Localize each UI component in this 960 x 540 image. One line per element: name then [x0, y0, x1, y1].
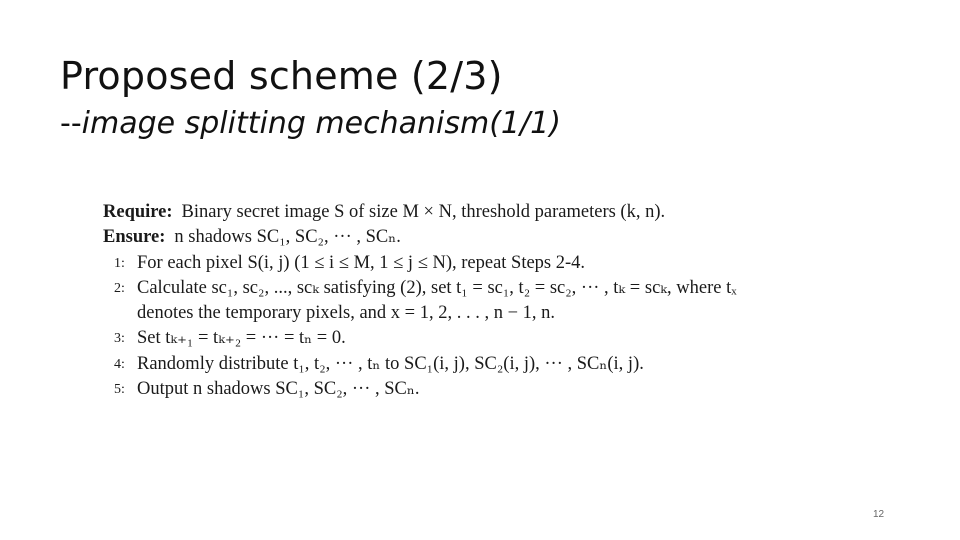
slide-subtitle [60, 106, 561, 141]
ensure-line [103, 225, 873, 250]
step-text: Randomly distribute t₁, t₂, ··· , tₙ to SC₁(i, j), SC₂(i, j), ··· , SCₙ(i, j). [137, 353, 644, 374]
step-number: 5: [114, 382, 125, 398]
step-number: 3: [114, 331, 125, 347]
step-number: 2: [114, 280, 125, 296]
algorithm-step-2 [103, 276, 873, 301]
algorithm-step-3 [103, 326, 873, 351]
algorithm-step-5 [103, 377, 873, 402]
step-text: Calculate sc₁, sc₂, ..., scₖ satisfying (2), set t₁ = sc₁, t₂ = sc₂, ··· , tₖ = scₖ, where tₓ [137, 277, 737, 298]
algorithm-step-2-continued [103, 301, 873, 326]
subtitle-text: image splitting mechanism(1/1) [81, 106, 561, 141]
algorithm-step-4 [103, 352, 873, 377]
algorithm-block [103, 200, 873, 402]
step-number: 4: [114, 356, 125, 372]
require-line [103, 200, 873, 225]
algorithm-step-1 [103, 251, 873, 276]
step-text: Output n shadows SC₁, SC₂, ··· , SCₙ. [137, 379, 420, 400]
ensure-label: Ensure: [103, 227, 166, 248]
slide-title: Proposed scheme (2/3) [60, 54, 503, 98]
require-label: Require: [103, 202, 173, 222]
step-number [103, 301, 137, 326]
ensure-text: n shadows SC₁, SC₂, ··· , SCₙ. [174, 227, 401, 248]
require-text: Binary secret image S of size M × N, threshold parameters (k, n). [181, 202, 666, 222]
subtitle-dash: -- [60, 106, 82, 141]
step-text: denotes the temporary pixels, and x = 1, 2, . . . , n − 1, n. [137, 303, 556, 324]
page-number: 12 [873, 509, 885, 520]
step-text: Set tₖ₊₁ = tₖ₊₂ = ··· = tₙ = 0. [137, 328, 346, 349]
step-text: For each pixel S(i, j) (1 ≤ i ≤ M, 1 ≤ j ≤ N), repeat Steps 2-4. [137, 252, 586, 273]
step-number: 1: [114, 255, 125, 271]
